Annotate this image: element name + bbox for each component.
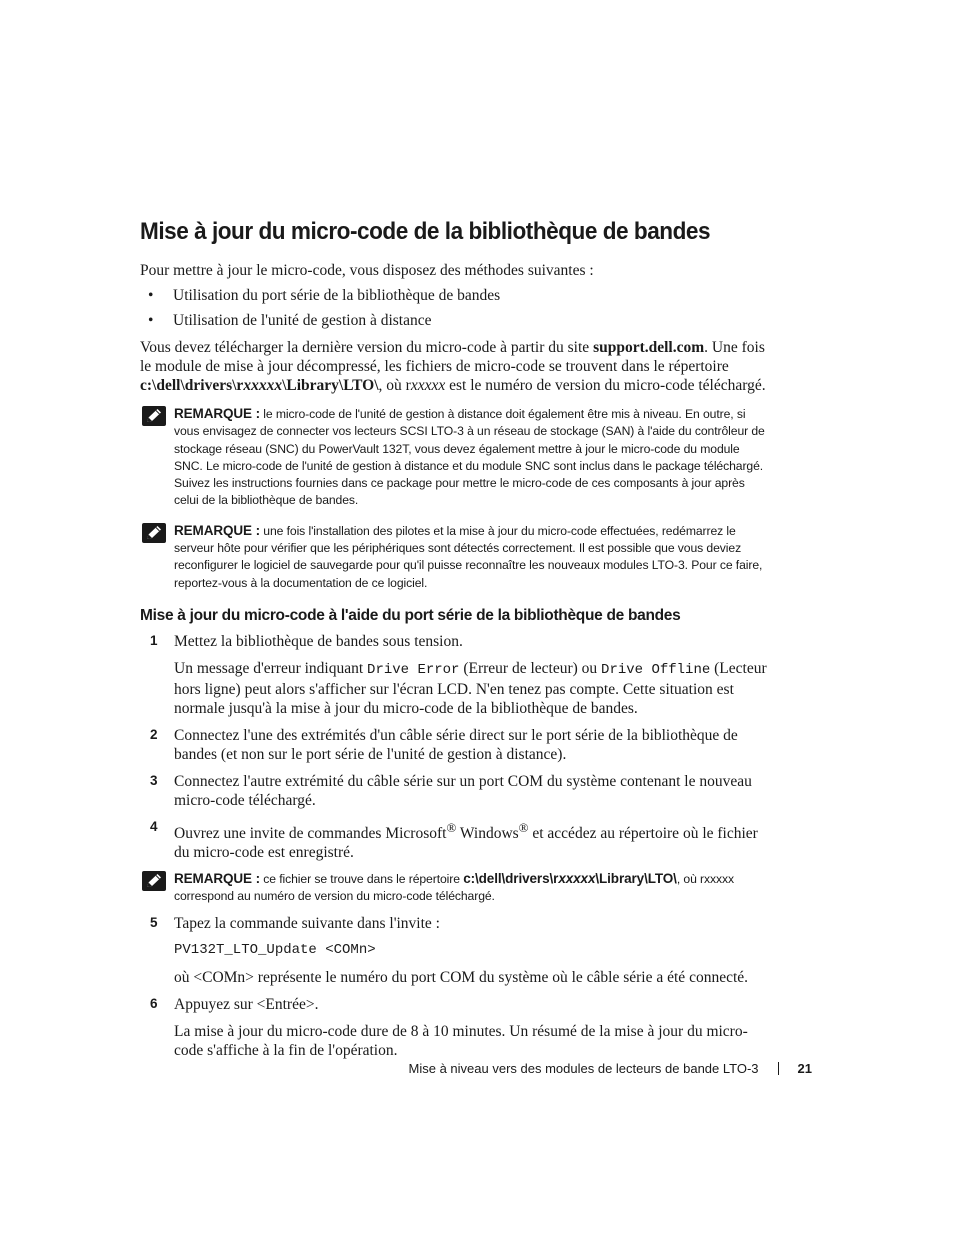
list-item: • Utilisation de l'unité de gestion à distance	[148, 312, 432, 329]
note-text: REMARQUE : une fois l'installation des pilotes et la mise à jour du micro-code effectuées, redémarrez le serveur hôte pour vérifier que les périphériques sont détectés correctement. Il est possible que vous deviez reconfigurer le logiciel de sauvegarde pour qu'il puisse reconnaître les nouveaux modules LTO-3. Pour ce faire, reportez-vous à la documentation de ce logiciel.	[174, 522, 763, 590]
step-detail: Un message d'erreur indiquant Drive Error (Erreur de lecteur) ou Drive Offline (Lecteur hors ligne) peut alors s'afficher sur l'écran LCD. N'en tenez pas compte. Cette situation est normale jusqu'à la mise à jour du micro-code de la bibliothèque de bandes.	[174, 659, 767, 717]
footer-title: Mise à niveau vers des modules de lecteurs de bande LTO-3	[408, 1061, 759, 1076]
step-item: 2 Connectez l'une des extrémités d'un câble série direct sur le port série de la bibliothèque de bandes (et non sur le port série de l'unité de gestion à distance).	[150, 726, 738, 763]
footer-divider	[778, 1062, 779, 1075]
step-number: 5	[150, 914, 158, 930]
page-footer	[409, 1061, 812, 1076]
page-title: Mise à jour du micro-code de la bibliothèque de bandes	[140, 218, 711, 245]
page-number: 21	[797, 1061, 812, 1076]
step-number: 2	[150, 726, 158, 742]
note-pencil-icon	[142, 406, 166, 426]
note-text: REMARQUE : le micro-code de l'unité de gestion à distance doit également être mis à niveau. En outre, si vous envisagez de connecter vos lecteurs SCSI LTO-3 à un réseau de stockage (SAN) à l'aide du contrôleur de stockage réseau (SNC) du PowerVault 132T, vous devez également mettre à jour le micro-code du module SNC. Le micro-code de l'unité de gestion à distance et du module SNC sont inclus dans le package téléchargé. Suivez les instructions fournies dans ce package pour mettre le micro-code de ces composants à jour après celui de la bibliothèque de bandes.	[174, 406, 765, 508]
step-item: 1 Mettez la bibliothèque de bandes sous tension. Un message d'erreur indiquant Drive Error (Erreur de lecteur) ou Drive Offline (Lecteur hors ligne) peut alors s'afficher sur l'écran LCD. N'en tenez pas compte. Cette situation est normale jusqu'à la mise à jour du micro-code de la bibliothèque de bandes.	[140, 632, 770, 718]
section-title: Mise à jour du micro-code à l'aide du port série de la bibliothèque de bandes	[140, 606, 681, 624]
note-pencil-icon	[142, 871, 166, 891]
steps-list	[140, 632, 770, 1060]
page-content	[140, 217, 770, 1068]
note-pencil-icon	[142, 523, 166, 543]
step-number: 6	[150, 995, 158, 1011]
note-block	[140, 405, 770, 510]
step-number: 1	[150, 632, 158, 648]
firmware-path: c:\dell\drivers\rxxxxx\Library\LTO\	[140, 377, 379, 394]
step-item: 3 Connectez l'autre extrémité du câble série sur un port COM du système contenant le nouveau micro-code téléchargé.	[150, 772, 752, 809]
list-item: • Utilisation du port série de la bibliothèque de bandes	[148, 287, 501, 304]
command-line: PV132T_LTO_Update <COMn>	[174, 941, 376, 958]
step-number: 4	[150, 818, 158, 834]
note-block	[140, 522, 770, 592]
support-site-link[interactable]: support.dell.com	[593, 339, 705, 356]
intro-text: Pour mettre à jour le micro-code, vous disposez des méthodes suivantes :	[140, 262, 594, 279]
step-number: 3	[150, 772, 158, 788]
step-note	[140, 870, 770, 906]
note-block	[140, 870, 770, 906]
step-item: 6 Appuyez sur <Entrée>. La mise à jour du micro-code dure de 8 à 10 minutes. Un résumé de la mise à jour du micro-code s'affiche à la fin de l'opération.	[150, 995, 748, 1059]
step-item: 4 Ouvrez une invite de commandes Microsoft® Windows® et accédez au répertoire où le fichier du micro-code est enregistré.	[150, 818, 758, 862]
download-paragraph: Vous devez télécharger la dernière version du micro-code à partir du site support.dell.com. Une fois le module de mise à jour décompressé, les fichiers de micro-code se trouvent dans le répertoire c:\dell\drivers\rxxxxx\Library\LTO\, où rxxxxx est le numéro de version du micro-code téléchargé.	[140, 339, 766, 394]
step-item: 5 Tapez la commande suivante dans l'invite : PV132T_LTO_Update <COMn> où <COMn> représente le numéro du port COM du système où le câble série a été connecté.	[140, 914, 770, 987]
method-list	[140, 286, 770, 330]
note-text: REMARQUE : ce fichier se trouve dans le répertoire c:\dell\drivers\rxxxxx\Library\LTO\, où rxxxxx correspond au numéro de version du micro-code téléchargé.	[174, 871, 734, 904]
